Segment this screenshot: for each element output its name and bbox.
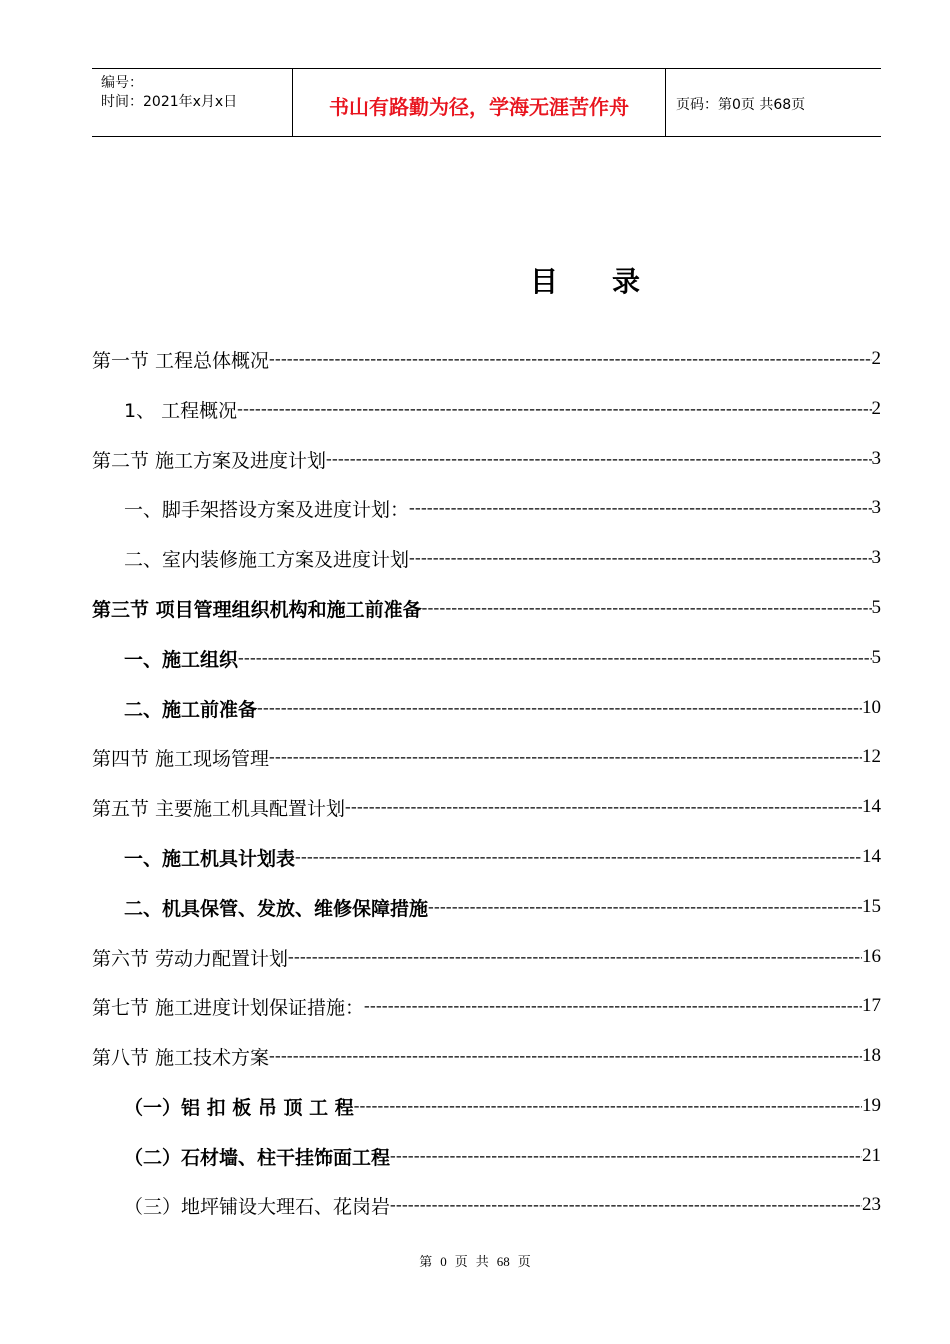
toc-entry-label: 一、施工组织 [124,648,239,671]
toc-entry-label: 第五节 主要施工机具配置计划 [92,797,346,820]
toc-entry[interactable] [124,493,881,523]
toc-entry-label: 第八节 施工技术方案 [92,1046,270,1069]
toc-leader [390,1190,862,1220]
toc-entry-page: 14 [862,846,881,867]
footer-word-di: 第 [419,1254,433,1269]
toc-entry[interactable] [92,742,881,772]
toc-entry-page: 10 [862,697,881,718]
toc-leader [422,593,872,623]
toc-title-part1: 目 [530,265,559,298]
footer-word-ye: 页 [454,1254,468,1269]
toc-entry-page: 3 [871,547,881,568]
toc-entry-page: 3 [871,448,881,469]
toc-entry-label: 一、脚手架搭设方案及进度计划： [124,498,410,521]
toc-leader [237,394,871,424]
toc-entry-page: 21 [862,1145,881,1166]
toc-leader [409,543,871,573]
page-footer [0,1251,950,1270]
toc-leader [288,942,862,972]
toc-leader [295,842,862,872]
toc-entry[interactable] [92,444,881,474]
toc-leader [269,1041,862,1071]
toc-entry-page: 12 [862,746,881,767]
toc-entry-label: 第二节 施工方案及进度计划 [92,449,327,472]
toc-entry-label: 第七节 施工进度计划保证措施： [92,996,365,1019]
toc-entry-label: （二）石材墙、柱干挂饰面工程 [124,1146,391,1169]
motto: 书山有路勤为径，学海无涯苦作舟 [329,95,629,119]
toc-leader [257,693,862,723]
toc-entry[interactable] [92,344,881,374]
toc-entry-label: （一）铝 扣 板 吊 顶 工 程 [124,1096,354,1119]
toc-entry[interactable] [124,394,881,424]
toc-entry[interactable] [92,991,881,1021]
toc-entry-label: 第四节 施工现场管理 [92,747,270,770]
toc-leader [269,742,862,772]
toc-leader [409,493,871,523]
toc-entry[interactable] [124,693,881,723]
toc-entry-page: 3 [871,497,881,518]
toc-entry[interactable] [92,593,881,623]
toc-entry-label: （三）地坪铺设大理石、花岗岩 [124,1195,391,1218]
toc-leader [364,991,862,1021]
toc-entry[interactable] [124,643,881,673]
header-motto-cell [293,69,666,136]
toc-entry[interactable] [124,892,881,922]
toc-entry-page: 18 [862,1045,881,1066]
code-label: 编号： [101,75,143,91]
toc-entry-page: 23 [862,1194,881,1215]
toc-entry-page: 5 [871,647,881,668]
toc-entry-label: 二、机具保管、发放、维修保障措施 [124,897,429,920]
toc-entry[interactable] [124,543,881,573]
toc-entry-label: 第六节 劳动力配置计划 [92,947,289,970]
toc-leader [390,1141,862,1171]
toc-entry-label: 一、施工机具计划表 [124,847,296,870]
footer-page-number: 0 [440,1254,447,1269]
toc-entry-page: 17 [862,995,881,1016]
toc-entry-page: 15 [862,896,881,917]
toc-leader [269,344,871,374]
toc-entry-label: 二、室内装修施工方案及进度计划 [124,548,410,571]
toc-entry-label: 1、 工程概况 [124,399,238,422]
toc-entry-label: 第一节 工程总体概况 [92,349,270,372]
toc-entry-page: 5 [871,597,881,618]
toc-entry[interactable] [124,1190,881,1220]
toc-entry[interactable] [124,842,881,872]
page-info: 页码：第0页 共68页 [676,97,806,113]
toc-entry-label: 第三节 项目管理组织机构和施工前准备 [92,598,422,621]
toc-leader [354,1091,862,1121]
toc-entry-page: 2 [871,348,881,369]
toc-title-part2: 录 [612,265,641,298]
toc-entry[interactable] [92,1041,881,1071]
toc-entry-page: 19 [862,1095,881,1116]
toc-leader [238,643,871,673]
toc-entry-page: 2 [871,398,881,419]
footer-total-pages: 68 [496,1254,510,1269]
toc-entry[interactable] [124,1141,881,1171]
toc-title [530,260,640,300]
toc-entry[interactable] [124,1091,881,1121]
toc-entry-page: 14 [862,796,881,817]
toc-entry-label: 二、施工前准备 [124,698,258,721]
footer-word-ye2: 页 [517,1254,531,1269]
toc-entry[interactable] [92,792,881,822]
toc-entry[interactable] [92,942,881,972]
toc-leader [428,892,862,922]
page-header [92,68,881,137]
toc-entry-page: 16 [862,946,881,967]
toc-leader [345,792,862,822]
date-label: 时间：2021年x月x日 [101,94,238,110]
header-page-cell [666,69,881,136]
header-info-cell [92,69,293,136]
toc-leader [326,444,871,474]
footer-word-gong: 共 [475,1254,489,1269]
